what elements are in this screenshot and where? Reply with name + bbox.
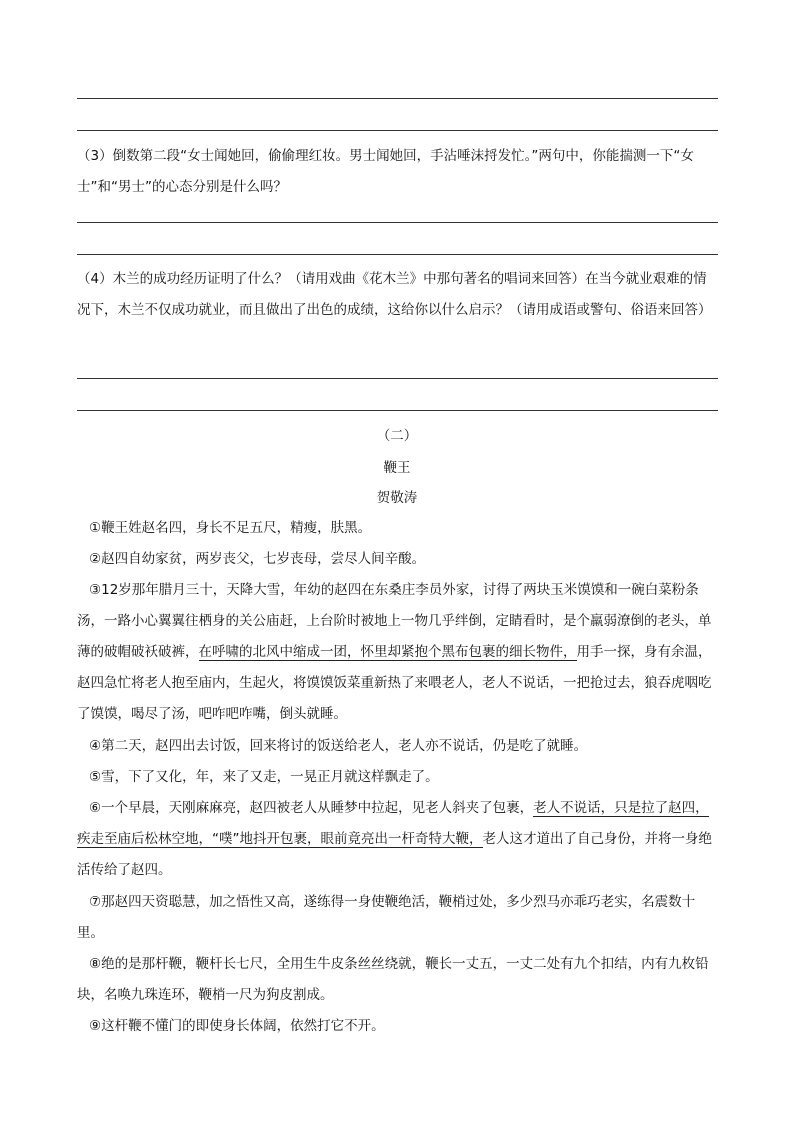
question-3: （3）倒数第二段“女士闻她回，偷偷理红妆。男士闻她回，手沾唾沫捋发忙。”两句中，你能揣测一下“女士”和“男士”的心态分别是什么吗？ — [77, 148, 694, 195]
paragraph-3-underlined: 在呼啸的北风中缩成一团，怀里却紧抱个黑布包裹的细长物件， — [198, 644, 577, 660]
answer-line-6 — [77, 410, 718, 411]
paragraph-5: ⑤雪，下了又化，年，来了又走，一晃正月就这样飘走了。 — [89, 769, 439, 785]
paragraph-7: ⑦那赵四天资聪慧，加之悟性又高，遂练得一身使鞭绝活，鞭梢过处，多少烈马亦乖巧老实，名震数十里。 — [77, 894, 696, 941]
paragraph-9: ⑨这杆鞭不懂门的即使身长体阔，依然打它不开。 — [89, 1018, 385, 1034]
paragraph-6 — [77, 793, 722, 886]
paragraph-3 — [77, 575, 722, 730]
answer-line-2 — [77, 130, 718, 131]
paragraph-4: ④第二天，赵四出去讨饭，回来将讨的饭送给老人，老人亦不说话，仍是吃了就睡。 — [89, 738, 588, 754]
paragraph-6-text-b: 老人这才道出了自己身份，并将一身绝活传给了赵四。 — [77, 831, 712, 878]
answer-line-1 — [77, 98, 718, 99]
answer-line-5 — [77, 378, 718, 379]
article-author: 贺敬涛 — [376, 490, 418, 506]
paragraph-1: ①鞭王姓赵名四，身长不足五尺，精瘦，肤黑。 — [89, 520, 372, 536]
answer-line-4 — [77, 254, 718, 255]
paragraph-3-text-b: 用手一探，身有余温，赵四急忙将老人抱至庙内，生起火，将馍馍饭菜重新热了来喂老人，老人不说话，一把抢过去，狼吞虎咽吃了馍馍，喝尽了汤，吧咋吧咋嘴，倒头就睡。 — [77, 644, 712, 722]
article-title: 鞭王 — [383, 460, 411, 476]
paragraph-6-underlined: 老人不说话，只是拉了赵四，疾走至庙后松林空地，“噗”地抖开包裹，眼前竟亮出一杆奇特大鞭， — [77, 800, 709, 847]
paragraph-8: ⑧绝的是那杆鞭，鞭杆长七尺，全用生牛皮条丝丝绕就，鞭长一丈五，一丈二处有九个扣结，内有九枚铅块，名唤九珠连环，鞭梢一尺为狗皮割成。 — [77, 956, 709, 1003]
section-number: （二） — [376, 428, 418, 444]
paragraph-3-text-a: ③12岁那年腊月三十，天降大雪，年幼的赵四在东桑庄李员外家，讨得了两块玉米馍馍和一碗白菜粉条汤，一路小心翼翼往栖身的关公庙赶，上台阶时被地上一物几乎绊倒，定睛看时，是个羸弱潦倒的老头，单薄的破帽破袄破裤， — [77, 582, 712, 660]
paragraph-2: ②赵四自幼家贫，两岁丧父，七岁丧母，尝尽人间辛酸。 — [89, 551, 426, 567]
answer-line-3 — [77, 222, 718, 223]
paragraph-6-text-a: ⑥一个早晨，天刚麻麻亮，赵四被老人从睡梦中拉起，见老人斜夹了包裹， — [89, 800, 534, 816]
question-4: （4）木兰的成功经历证明了什么？（请用戏曲《花木兰》中那句著名的唱词来回答）在当今就业艰难的情况下，木兰不仅成功就业，而且做出了出色的成绩，这给你以什么启示？（请用成语或警句、俗语来回答） — [77, 271, 712, 318]
